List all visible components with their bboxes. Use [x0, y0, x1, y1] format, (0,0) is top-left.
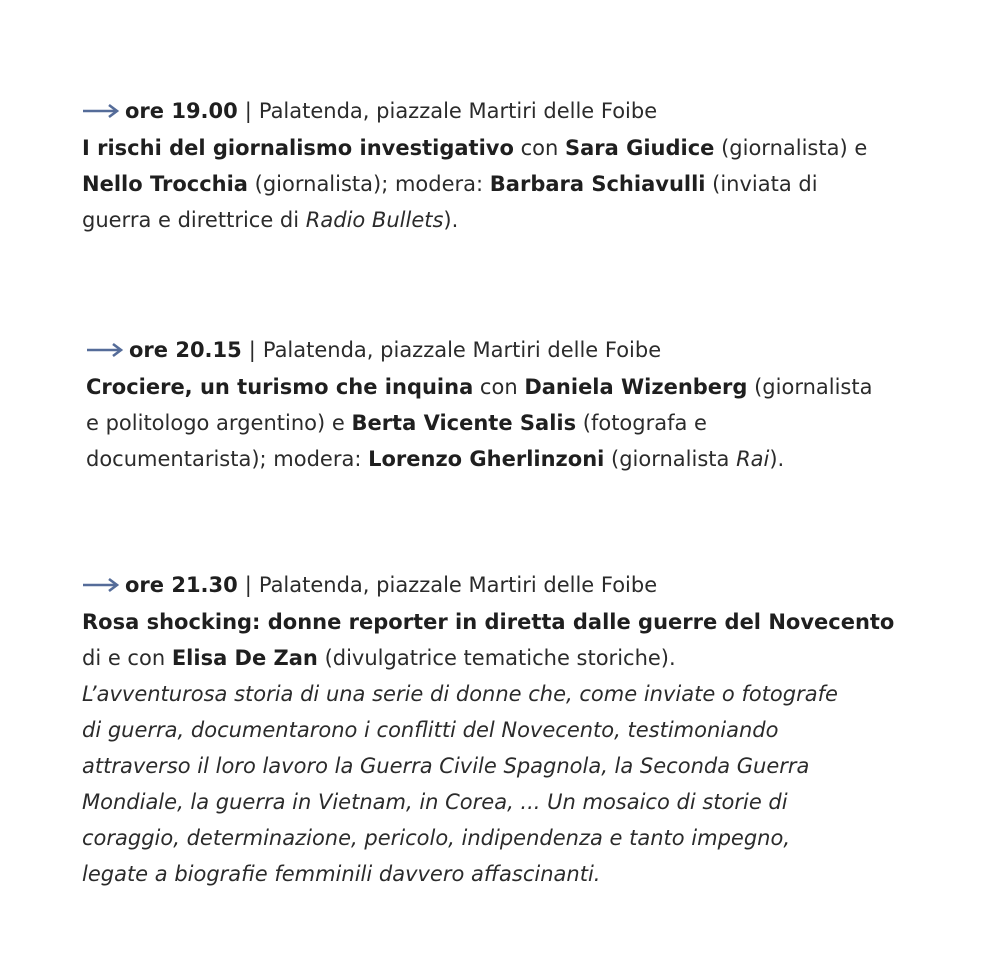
text-segment: (giornalista [747, 375, 873, 399]
text-line [86, 405, 1000, 441]
description-line: di guerra, documentarono i conflitti del Novecento, testimoniando [82, 718, 779, 742]
speaker-name: Daniela Wizenberg [524, 375, 748, 399]
event-venue: Palatenda, piazzale Martiri delle Foibe [262, 338, 662, 362]
text-segment: (giornalista [604, 447, 737, 471]
event-description [86, 369, 1000, 477]
text-segment: (fotografa e [576, 411, 707, 435]
description-line: attraverso il loro lavoro la Guerra Civile Spagnola, la Seconda Guerra [82, 754, 810, 778]
text-segment: documentarista); modera: [86, 447, 369, 471]
description-line: Mondiale, la guerra in Vietnam, in Corea, ... Un mosaico di storie di [82, 790, 788, 814]
text-segment: ). [769, 447, 785, 471]
event-time: ore 21.30 [125, 573, 238, 597]
text-line [82, 202, 1000, 238]
text-segment: con [473, 375, 525, 399]
moderator-name: Barbara Schiavulli [489, 172, 706, 196]
text-segment: (divulgatrice tematiche storiche). [317, 646, 676, 670]
separator: | [248, 338, 256, 362]
text-line [82, 604, 1000, 640]
text-segment: ). [443, 208, 459, 232]
italic-text: Rai [736, 447, 770, 471]
speaker-name: Elisa De Zan [171, 646, 318, 670]
text-segment: (giornalista); modera: [247, 172, 490, 196]
speaker-name: Berta Vicente Salis [351, 411, 577, 435]
text-segment: (giornalista) e [714, 136, 868, 160]
text-segment: con [513, 136, 565, 160]
event-venue: Palatenda, piazzale Martiri delle Foibe [258, 99, 658, 123]
description-line: coraggio, determinazione, pericolo, indipendenza e tanto impegno, [82, 826, 790, 850]
event-block-1 [82, 93, 1000, 238]
separator: | [244, 99, 252, 123]
event-header [86, 332, 1000, 368]
event-title: I rischi del giornalismo investigativo [82, 136, 514, 160]
event-title: Rosa shocking: donne reporter in diretta dalle guerre del Novecento [82, 610, 895, 634]
event-block-2 [86, 332, 1000, 477]
text-line [86, 369, 1000, 405]
text-segment: di e con [82, 646, 172, 670]
event-description [82, 130, 1000, 238]
event-venue: Palatenda, piazzale Martiri delle Foibe [258, 573, 658, 597]
separator: | [244, 573, 252, 597]
text-segment: (inviata di [705, 172, 818, 196]
speaker-name: Sara Giudice [564, 136, 715, 160]
arrow-right-icon [82, 575, 122, 595]
arrow-right-icon [82, 101, 122, 121]
text-line [82, 166, 1000, 202]
event-title: Crociere, un turismo che inquina [86, 375, 474, 399]
text-line [86, 441, 1000, 477]
text-segment: e politologo argentino) e [86, 411, 352, 435]
italic-text: Radio Bullets [305, 208, 444, 232]
text-segment: guerra e direttrice di [82, 208, 306, 232]
description-line: L’avventurosa storia di una serie di donne che, come inviate o fotografe [82, 682, 838, 706]
event-header [82, 93, 1000, 129]
event-time: ore 19.00 [125, 99, 238, 123]
speaker-name: Nello Trocchia [82, 172, 248, 196]
event-time: ore 20.15 [129, 338, 242, 362]
text-line [82, 640, 1000, 676]
description-line: legate a biografie femminili davvero affascinanti. [82, 862, 601, 886]
event-header [82, 567, 1000, 603]
arrow-right-icon [86, 340, 126, 360]
event-block-3 [82, 567, 1000, 892]
text-line [82, 130, 1000, 166]
event-description [82, 604, 1000, 892]
moderator-name: Lorenzo Gherlinzoni [368, 447, 605, 471]
